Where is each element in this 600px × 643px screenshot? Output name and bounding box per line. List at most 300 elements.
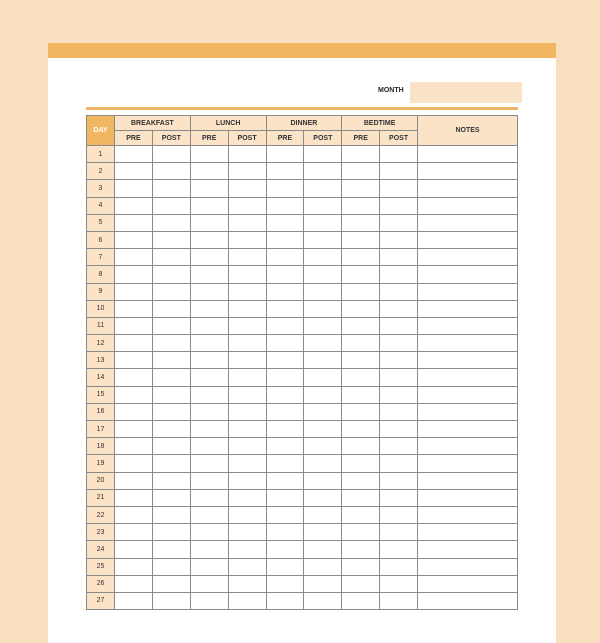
reading-cell[interactable] bbox=[342, 421, 380, 438]
breakfast-header: BREAKFAST bbox=[115, 116, 191, 131]
reading-cell[interactable] bbox=[152, 214, 190, 231]
notes-cell[interactable] bbox=[418, 369, 518, 386]
reading-cell[interactable] bbox=[380, 146, 418, 163]
reading-cell[interactable] bbox=[342, 231, 380, 248]
reading-cell[interactable] bbox=[342, 524, 380, 541]
day-number: 25 bbox=[87, 558, 115, 575]
notes-header: NOTES bbox=[418, 116, 518, 146]
reading-cell[interactable] bbox=[190, 249, 228, 266]
day-number: 5 bbox=[87, 214, 115, 231]
reading-cell[interactable] bbox=[228, 249, 266, 266]
reading-cell[interactable] bbox=[380, 317, 418, 334]
reading-cell[interactable] bbox=[342, 489, 380, 506]
reading-cell[interactable] bbox=[190, 231, 228, 248]
reading-cell[interactable] bbox=[266, 300, 304, 317]
reading-cell[interactable] bbox=[380, 300, 418, 317]
reading-cell[interactable] bbox=[115, 214, 153, 231]
reading-cell[interactable] bbox=[115, 180, 153, 197]
reading-cell[interactable] bbox=[152, 455, 190, 472]
reading-cell[interactable] bbox=[152, 489, 190, 506]
day-number: 22 bbox=[87, 506, 115, 523]
table-row bbox=[87, 472, 518, 489]
notes-cell[interactable] bbox=[418, 283, 518, 300]
blood-sugar-log-sheet bbox=[48, 43, 556, 643]
day-number: 17 bbox=[87, 421, 115, 438]
reading-cell[interactable] bbox=[152, 283, 190, 300]
table-row bbox=[87, 403, 518, 420]
notes-cell[interactable] bbox=[418, 352, 518, 369]
reading-cell[interactable] bbox=[190, 352, 228, 369]
post-header: POST bbox=[304, 131, 342, 146]
reading-cell[interactable] bbox=[342, 249, 380, 266]
reading-cell[interactable] bbox=[342, 558, 380, 575]
reading-cell[interactable] bbox=[304, 455, 342, 472]
reading-cell[interactable] bbox=[342, 575, 380, 592]
reading-cell[interactable] bbox=[342, 506, 380, 523]
reading-cell[interactable] bbox=[228, 386, 266, 403]
reading-cell[interactable] bbox=[115, 472, 153, 489]
reading-cell[interactable] bbox=[304, 403, 342, 420]
reading-cell[interactable] bbox=[190, 369, 228, 386]
notes-cell[interactable] bbox=[418, 214, 518, 231]
reading-cell[interactable] bbox=[380, 506, 418, 523]
reading-cell[interactable] bbox=[304, 541, 342, 558]
reading-cell[interactable] bbox=[304, 335, 342, 352]
reading-cell[interactable] bbox=[152, 146, 190, 163]
reading-cell[interactable] bbox=[380, 541, 418, 558]
reading-cell[interactable] bbox=[304, 386, 342, 403]
day-number: 2 bbox=[87, 163, 115, 180]
table-row bbox=[87, 421, 518, 438]
table-row bbox=[87, 283, 518, 300]
table-row bbox=[87, 300, 518, 317]
reading-cell[interactable] bbox=[266, 489, 304, 506]
day-number: 18 bbox=[87, 438, 115, 455]
reading-cell[interactable] bbox=[266, 266, 304, 283]
reading-cell[interactable] bbox=[190, 455, 228, 472]
reading-cell[interactable] bbox=[115, 317, 153, 334]
notes-cell[interactable] bbox=[418, 506, 518, 523]
notes-cell[interactable] bbox=[418, 249, 518, 266]
reading-cell[interactable] bbox=[304, 421, 342, 438]
day-number: 10 bbox=[87, 300, 115, 317]
reading-cell[interactable] bbox=[115, 506, 153, 523]
reading-cell[interactable] bbox=[228, 283, 266, 300]
reading-cell[interactable] bbox=[266, 249, 304, 266]
reading-cell[interactable] bbox=[380, 180, 418, 197]
reading-cell[interactable] bbox=[152, 592, 190, 609]
reading-cell[interactable] bbox=[266, 180, 304, 197]
reading-cell[interactable] bbox=[152, 506, 190, 523]
reading-cell[interactable] bbox=[115, 489, 153, 506]
reading-cell[interactable] bbox=[152, 403, 190, 420]
reading-cell[interactable] bbox=[152, 524, 190, 541]
reading-cell[interactable] bbox=[266, 421, 304, 438]
reading-cell[interactable] bbox=[266, 335, 304, 352]
notes-cell[interactable] bbox=[418, 541, 518, 558]
reading-cell[interactable] bbox=[190, 214, 228, 231]
reading-cell[interactable] bbox=[115, 163, 153, 180]
notes-cell[interactable] bbox=[418, 592, 518, 609]
reading-cell[interactable] bbox=[266, 506, 304, 523]
header-bar bbox=[48, 43, 556, 58]
reading-cell[interactable] bbox=[266, 592, 304, 609]
day-number: 11 bbox=[87, 317, 115, 334]
reading-cell[interactable] bbox=[380, 369, 418, 386]
reading-cell[interactable] bbox=[342, 455, 380, 472]
reading-cell[interactable] bbox=[190, 180, 228, 197]
reading-cell[interactable] bbox=[115, 335, 153, 352]
table-row bbox=[87, 558, 518, 575]
reading-cell[interactable] bbox=[304, 592, 342, 609]
reading-cell[interactable] bbox=[380, 231, 418, 248]
reading-cell[interactable] bbox=[228, 558, 266, 575]
reading-cell[interactable] bbox=[380, 283, 418, 300]
notes-cell[interactable] bbox=[418, 455, 518, 472]
reading-cell[interactable] bbox=[152, 266, 190, 283]
reading-cell[interactable] bbox=[190, 524, 228, 541]
reading-cell[interactable] bbox=[304, 317, 342, 334]
day-number: 9 bbox=[87, 283, 115, 300]
reading-cell[interactable] bbox=[152, 369, 190, 386]
reading-cell[interactable] bbox=[266, 472, 304, 489]
reading-cell[interactable] bbox=[380, 524, 418, 541]
reading-cell[interactable] bbox=[304, 300, 342, 317]
notes-cell[interactable] bbox=[418, 438, 518, 455]
reading-cell[interactable] bbox=[115, 249, 153, 266]
reading-cell[interactable] bbox=[380, 403, 418, 420]
reading-cell[interactable] bbox=[342, 266, 380, 283]
reading-cell[interactable] bbox=[228, 541, 266, 558]
reading-cell[interactable] bbox=[190, 421, 228, 438]
reading-cell[interactable] bbox=[115, 369, 153, 386]
reading-cell[interactable] bbox=[380, 197, 418, 214]
reading-cell[interactable] bbox=[190, 266, 228, 283]
reading-cell[interactable] bbox=[380, 386, 418, 403]
day-number: 4 bbox=[87, 197, 115, 214]
reading-cell[interactable] bbox=[115, 421, 153, 438]
reading-cell[interactable] bbox=[304, 506, 342, 523]
reading-cell[interactable] bbox=[228, 352, 266, 369]
reading-cell[interactable] bbox=[115, 455, 153, 472]
reading-cell[interactable] bbox=[228, 438, 266, 455]
table-row bbox=[87, 506, 518, 523]
reading-cell[interactable] bbox=[380, 163, 418, 180]
day-number: 16 bbox=[87, 403, 115, 420]
reading-cell[interactable] bbox=[190, 558, 228, 575]
reading-cell[interactable] bbox=[342, 317, 380, 334]
reading-cell[interactable] bbox=[152, 197, 190, 214]
reading-cell[interactable] bbox=[228, 146, 266, 163]
notes-cell[interactable] bbox=[418, 146, 518, 163]
table-row bbox=[87, 541, 518, 558]
pre-header: PRE bbox=[190, 131, 228, 146]
notes-cell[interactable] bbox=[418, 558, 518, 575]
reading-cell[interactable] bbox=[342, 146, 380, 163]
reading-cell[interactable] bbox=[115, 575, 153, 592]
reading-cell[interactable] bbox=[266, 369, 304, 386]
notes-cell[interactable] bbox=[418, 163, 518, 180]
month-input[interactable] bbox=[410, 82, 522, 103]
reading-cell[interactable] bbox=[152, 335, 190, 352]
reading-cell[interactable] bbox=[228, 266, 266, 283]
notes-cell[interactable] bbox=[418, 197, 518, 214]
divider-rule bbox=[86, 107, 518, 110]
reading-cell[interactable] bbox=[152, 317, 190, 334]
reading-cell[interactable] bbox=[115, 146, 153, 163]
reading-cell[interactable] bbox=[152, 438, 190, 455]
reading-cell[interactable] bbox=[152, 472, 190, 489]
reading-cell[interactable] bbox=[190, 472, 228, 489]
day-number: 14 bbox=[87, 369, 115, 386]
reading-cell[interactable] bbox=[228, 455, 266, 472]
table-row bbox=[87, 352, 518, 369]
reading-cell[interactable] bbox=[190, 300, 228, 317]
table-row bbox=[87, 214, 518, 231]
notes-cell[interactable] bbox=[418, 489, 518, 506]
notes-cell[interactable] bbox=[418, 180, 518, 197]
reading-cell[interactable] bbox=[190, 335, 228, 352]
reading-cell[interactable] bbox=[190, 163, 228, 180]
reading-cell[interactable] bbox=[380, 438, 418, 455]
reading-cell[interactable] bbox=[304, 438, 342, 455]
reading-cell[interactable] bbox=[266, 146, 304, 163]
reading-cell[interactable] bbox=[266, 386, 304, 403]
reading-cell[interactable] bbox=[228, 214, 266, 231]
reading-cell[interactable] bbox=[152, 421, 190, 438]
reading-cell[interactable] bbox=[266, 558, 304, 575]
reading-cell[interactable] bbox=[115, 524, 153, 541]
reading-cell[interactable] bbox=[152, 180, 190, 197]
month-label: MONTH bbox=[378, 87, 404, 94]
notes-cell[interactable] bbox=[418, 335, 518, 352]
reading-cell[interactable] bbox=[266, 455, 304, 472]
bedtime-header: BEDTIME bbox=[342, 116, 418, 131]
reading-cell[interactable] bbox=[228, 197, 266, 214]
reading-cell[interactable] bbox=[190, 403, 228, 420]
reading-cell[interactable] bbox=[304, 558, 342, 575]
log-table bbox=[86, 115, 518, 610]
notes-cell[interactable] bbox=[418, 386, 518, 403]
reading-cell[interactable] bbox=[266, 283, 304, 300]
day-number: 24 bbox=[87, 541, 115, 558]
reading-cell[interactable] bbox=[266, 317, 304, 334]
reading-cell[interactable] bbox=[115, 592, 153, 609]
day-number: 19 bbox=[87, 455, 115, 472]
reading-cell[interactable] bbox=[115, 300, 153, 317]
reading-cell[interactable] bbox=[190, 575, 228, 592]
reading-cell[interactable] bbox=[342, 472, 380, 489]
reading-cell[interactable] bbox=[152, 231, 190, 248]
reading-cell[interactable] bbox=[342, 352, 380, 369]
notes-cell[interactable] bbox=[418, 421, 518, 438]
reading-cell[interactable] bbox=[190, 541, 228, 558]
reading-cell[interactable] bbox=[342, 197, 380, 214]
day-number: 12 bbox=[87, 335, 115, 352]
reading-cell[interactable] bbox=[342, 541, 380, 558]
reading-cell[interactable] bbox=[266, 524, 304, 541]
reading-cell[interactable] bbox=[266, 163, 304, 180]
reading-cell[interactable] bbox=[190, 592, 228, 609]
reading-cell[interactable] bbox=[190, 317, 228, 334]
reading-cell[interactable] bbox=[380, 421, 418, 438]
reading-cell[interactable] bbox=[152, 541, 190, 558]
day-number: 15 bbox=[87, 386, 115, 403]
reading-cell[interactable] bbox=[380, 266, 418, 283]
reading-cell[interactable] bbox=[380, 592, 418, 609]
reading-cell[interactable] bbox=[152, 575, 190, 592]
reading-cell[interactable] bbox=[152, 558, 190, 575]
reading-cell[interactable] bbox=[228, 163, 266, 180]
reading-cell[interactable] bbox=[152, 386, 190, 403]
reading-cell[interactable] bbox=[228, 300, 266, 317]
day-number: 26 bbox=[87, 575, 115, 592]
reading-cell[interactable] bbox=[342, 214, 380, 231]
reading-cell[interactable] bbox=[380, 335, 418, 352]
table-row bbox=[87, 180, 518, 197]
reading-cell[interactable] bbox=[152, 249, 190, 266]
reading-cell[interactable] bbox=[266, 403, 304, 420]
post-header: POST bbox=[380, 131, 418, 146]
reading-cell[interactable] bbox=[190, 386, 228, 403]
lunch-header: LUNCH bbox=[190, 116, 266, 131]
reading-cell[interactable] bbox=[152, 163, 190, 180]
reading-cell[interactable] bbox=[304, 472, 342, 489]
table-row bbox=[87, 163, 518, 180]
reading-cell[interactable] bbox=[190, 489, 228, 506]
notes-cell[interactable] bbox=[418, 472, 518, 489]
reading-cell[interactable] bbox=[380, 489, 418, 506]
reading-cell[interactable] bbox=[380, 455, 418, 472]
reading-cell[interactable] bbox=[115, 541, 153, 558]
reading-cell[interactable] bbox=[228, 403, 266, 420]
reading-cell[interactable] bbox=[115, 403, 153, 420]
day-number: 7 bbox=[87, 249, 115, 266]
reading-cell[interactable] bbox=[304, 231, 342, 248]
reading-cell[interactable] bbox=[304, 266, 342, 283]
reading-cell[interactable] bbox=[115, 352, 153, 369]
reading-cell[interactable] bbox=[304, 524, 342, 541]
reading-cell[interactable] bbox=[304, 146, 342, 163]
reading-cell[interactable] bbox=[304, 197, 342, 214]
reading-cell[interactable] bbox=[342, 592, 380, 609]
reading-cell[interactable] bbox=[115, 438, 153, 455]
reading-cell[interactable] bbox=[304, 489, 342, 506]
reading-cell[interactable] bbox=[266, 231, 304, 248]
table-row bbox=[87, 335, 518, 352]
notes-cell[interactable] bbox=[418, 403, 518, 420]
reading-cell[interactable] bbox=[228, 317, 266, 334]
table-row bbox=[87, 489, 518, 506]
reading-cell[interactable] bbox=[342, 300, 380, 317]
reading-cell[interactable] bbox=[380, 249, 418, 266]
pre-header: PRE bbox=[115, 131, 153, 146]
table-row bbox=[87, 369, 518, 386]
reading-cell[interactable] bbox=[304, 180, 342, 197]
reading-cell[interactable] bbox=[115, 231, 153, 248]
reading-cell[interactable] bbox=[190, 283, 228, 300]
reading-cell[interactable] bbox=[115, 386, 153, 403]
reading-cell[interactable] bbox=[228, 506, 266, 523]
reading-cell[interactable] bbox=[190, 197, 228, 214]
reading-cell[interactable] bbox=[266, 352, 304, 369]
reading-cell[interactable] bbox=[342, 386, 380, 403]
reading-cell[interactable] bbox=[304, 249, 342, 266]
reading-cell[interactable] bbox=[342, 163, 380, 180]
reading-cell[interactable] bbox=[304, 283, 342, 300]
notes-cell[interactable] bbox=[418, 231, 518, 248]
reading-cell[interactable] bbox=[228, 489, 266, 506]
reading-cell[interactable] bbox=[228, 369, 266, 386]
reading-cell[interactable] bbox=[115, 266, 153, 283]
notes-cell[interactable] bbox=[418, 524, 518, 541]
reading-cell[interactable] bbox=[342, 369, 380, 386]
reading-cell[interactable] bbox=[342, 180, 380, 197]
reading-cell[interactable] bbox=[228, 421, 266, 438]
reading-cell[interactable] bbox=[380, 472, 418, 489]
reading-cell[interactable] bbox=[380, 558, 418, 575]
reading-cell[interactable] bbox=[304, 575, 342, 592]
reading-cell[interactable] bbox=[115, 558, 153, 575]
reading-cell[interactable] bbox=[228, 472, 266, 489]
reading-cell[interactable] bbox=[380, 575, 418, 592]
reading-cell[interactable] bbox=[228, 575, 266, 592]
reading-cell[interactable] bbox=[304, 163, 342, 180]
reading-cell[interactable] bbox=[342, 283, 380, 300]
table-row bbox=[87, 438, 518, 455]
reading-cell[interactable] bbox=[190, 146, 228, 163]
reading-cell[interactable] bbox=[304, 369, 342, 386]
day-number: 13 bbox=[87, 352, 115, 369]
reading-cell[interactable] bbox=[304, 214, 342, 231]
reading-cell[interactable] bbox=[228, 592, 266, 609]
reading-cell[interactable] bbox=[266, 197, 304, 214]
table-row bbox=[87, 249, 518, 266]
reading-cell[interactable] bbox=[228, 231, 266, 248]
reading-cell[interactable] bbox=[342, 335, 380, 352]
reading-cell[interactable] bbox=[380, 352, 418, 369]
reading-cell[interactable] bbox=[190, 506, 228, 523]
table-row bbox=[87, 455, 518, 472]
day-number: 6 bbox=[87, 231, 115, 248]
reading-cell[interactable] bbox=[190, 438, 228, 455]
reading-cell[interactable] bbox=[115, 283, 153, 300]
reading-cell[interactable] bbox=[266, 541, 304, 558]
day-number: 20 bbox=[87, 472, 115, 489]
reading-cell[interactable] bbox=[266, 438, 304, 455]
dinner-header: DINNER bbox=[266, 116, 342, 131]
notes-cell[interactable] bbox=[418, 575, 518, 592]
reading-cell[interactable] bbox=[228, 524, 266, 541]
reading-cell[interactable] bbox=[152, 352, 190, 369]
reading-cell[interactable] bbox=[342, 438, 380, 455]
notes-cell[interactable] bbox=[418, 266, 518, 283]
reading-cell[interactable] bbox=[304, 352, 342, 369]
notes-cell[interactable] bbox=[418, 317, 518, 334]
reading-cell[interactable] bbox=[266, 575, 304, 592]
reading-cell[interactable] bbox=[380, 214, 418, 231]
day-number: 27 bbox=[87, 592, 115, 609]
reading-cell[interactable] bbox=[228, 180, 266, 197]
reading-cell[interactable] bbox=[115, 197, 153, 214]
pre-header: PRE bbox=[266, 131, 304, 146]
reading-cell[interactable] bbox=[228, 335, 266, 352]
reading-cell[interactable] bbox=[152, 300, 190, 317]
reading-cell[interactable] bbox=[342, 403, 380, 420]
table-row bbox=[87, 575, 518, 592]
reading-cell[interactable] bbox=[266, 214, 304, 231]
notes-cell[interactable] bbox=[418, 300, 518, 317]
